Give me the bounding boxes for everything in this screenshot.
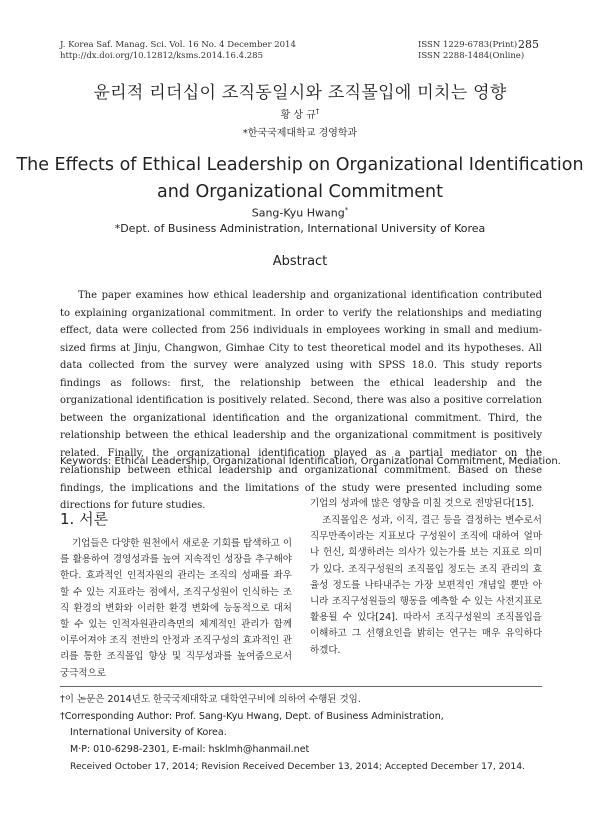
abstract-body: The paper examines how ethical leadership and organizational identification contributed to explaining organizational commitment. In order to verify the relationships and mediating effect, data were collected from 256 individuals in employees working in small and medium-sized firms at Jinju, Changwon, Gimhae City to test theoretical model and its hypotheses. All data collected from the survey were analyzed using with SPSS 18.0. This study reports findings as follows: first, the relationship between the ethical leadership and the organizational identification is positively related. Second, there was also a positive correlation between the organizational identification and the organizational commitment. Third, the relationship between the ethical leadership and the organizational commitment is positively related. Finally, the organizational identification played as a partial mediator on the relationship between ethical leadership and organizational commitment. Based on these findings, the implications and the limitations of the study were presented including some directions for future studies.: [60, 290, 542, 511]
affiliation-english: *Dept. of Business Administration, International University of Korea: [114, 222, 486, 235]
left-column-paragraph: 기업들은 다양한 원천에서 새로운 기회를 탐색하고 이를 활용하여 경영성과를 높여 지속적인 성장을 추구해야 한다. 효과적인 인적자원의 관리는 조직의 성패를 좌우할 수 있는 지표라는 점에서, 조직구성원이 인식하는 조직 환경의 변화와 이러한 환경 변화에 능동적으로 대처할 수 있는 인적자원관리측면의 체계적인 관리가 함께 이루어져야 조직 전반의 안정과 조직구성의 효과적인 관리를 통한 조직몰입 향상 및 직무성과를 높여줌으로서 궁극적으로: [60, 538, 293, 679]
footnote-contact: M·P: 010-6298-2301, E-mail: hsklmh@hanmail.net: [70, 744, 310, 755]
author-korean-name: 황 상 규: [280, 110, 316, 121]
doi-link[interactable]: http://dx.doi.org/10.12812/ksms.2014.16.4.285: [60, 51, 263, 61]
section-heading-introduction: 1. 서론: [60, 510, 109, 528]
author-english-mark: *: [344, 206, 349, 214]
title-english-line1: The Effects of Ethical Leadership on Organizational Identification: [16, 155, 584, 175]
footnote-divider: [60, 686, 542, 687]
affiliation-korean: *한국국제대학교 경영학과: [242, 128, 358, 139]
title-korean: 윤리적 리더십이 조직동일시와 조직몰입에 미치는 영향: [93, 83, 507, 103]
footnote-corresponding-line1: †Corresponding Author: Prof. Sang-Kyu Hwang, Dept. of Business Administration,: [60, 711, 444, 722]
issn-print: ISSN 1229-6783(Print): [418, 40, 518, 50]
footnote-received-dates: Received October 17, 2014; Revision Received December 13, 2014; Accepted December 17, 2014.: [70, 761, 525, 772]
page-number: 285: [518, 38, 539, 51]
author-korean: [0, 106, 600, 121]
journal-citation: J. Korea Saf. Manag. Sci. Vol. 16 No. 4 December 2014: [60, 40, 296, 50]
footnote-funding: †이 논문은 2014년도 한국국제대학교 대학연구비에 의하여 수행된 것임.: [60, 694, 361, 705]
abstract-heading: Abstract: [272, 254, 328, 269]
author-english-name: Sang-Kyu Hwang: [251, 206, 345, 220]
right-column-paragraph-2: 조직몰입은 성과, 이직, 결근 등을 결정하는 변수로서 직무만족이라는 지표보다 구성원이 조직에 대하여 얼마나 헌신, 희생하려는 의사가 있는가를 보는 지표로 의미가 있다. 조직구성원의 조직몰입 정도는 조직 관리의 효율성 정도를 나타내주는 가장 보편적인 개념일 뿐만 아니라 조직구성원들의 행동을 예측할 수 있는 사전지표로 활용될 수 있다[24]. 따라서 조직구성원의 조직몰입을 이해하고 그 선행요인을 밝히는 연구는 매우 유익하다 하겠다.: [310, 515, 542, 656]
keywords: Keywords: Ethical Leadership, Organizational Identification, Organizational Commitment, Mediation.: [60, 456, 561, 467]
right-column-paragraph-1: 기업의 성과에 많은 영향을 미칠 것으로 전망된다[15].: [310, 498, 535, 509]
author-korean-mark: †: [315, 107, 320, 116]
footnote-corresponding-line2: International University of Korea.: [70, 727, 227, 738]
author-english: [0, 206, 600, 220]
issn-online: ISSN 2288-1484(Online): [418, 51, 525, 61]
title-english-line2: and Organizational Commitment: [156, 182, 444, 202]
